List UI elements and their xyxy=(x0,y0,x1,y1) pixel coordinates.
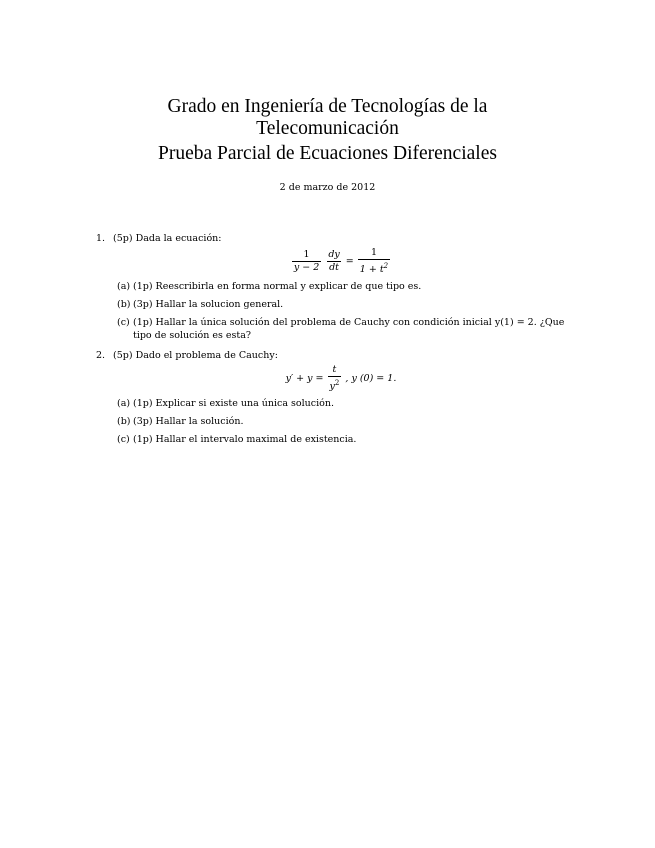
problem-1-intro xyxy=(96,232,586,245)
problem-2-part-b: (b) (3p) Hallar la solución. xyxy=(117,416,244,428)
problem-intro-text: (5p) Dado el problema de Cauchy: xyxy=(113,350,278,361)
problem-1-equation xyxy=(96,247,586,276)
problem-2-equation: y′ + y = $\frac{t}{y^2}$ , y (0) = 1. xyxy=(285,364,397,393)
problem-intro-text: (5p) Dada la ecuación: xyxy=(113,233,222,244)
problem-1-part-c: (c) (1p) Hallar la única solución del problema de Cauchy con condición inicial y(1) = 2. ¿Que tipo de solución es esta? xyxy=(117,317,565,342)
problem-1 xyxy=(96,232,586,347)
fraction-left: $\frac{1}{y - 2}$ xyxy=(293,249,320,274)
title-block xyxy=(0,96,655,165)
title-line-1: Grado en Ingeniería de Tecnologías de la xyxy=(167,96,488,117)
problem-number: 2. xyxy=(96,350,106,361)
exam-date: 2 de marzo de 2012 xyxy=(279,182,376,193)
fraction-derivative: $\frac{dy}{dt}$ xyxy=(328,249,340,274)
problem-1-part-a: (a) (1p) Reescribirla en forma normal y explicar de que tipo es. xyxy=(117,281,422,293)
problem-2-intro xyxy=(96,349,586,362)
problem-2-part-c: (c) (1p) Hallar el intervalo maximal de existencia. xyxy=(117,434,357,446)
problem-2-part-a: (a) (1p) Explicar si existe una única solución. xyxy=(117,398,335,410)
equals-sign: = xyxy=(345,256,354,268)
title-line-2: Telecomunicación xyxy=(256,118,399,139)
exam-title: Prueba Parcial de Ecuaciones Diferenciales xyxy=(158,143,497,164)
fraction-right: $\frac{1}{1 + t^2}$ xyxy=(359,247,389,276)
problem-2 xyxy=(96,349,586,451)
problem-1-part-b: (b) (3p) Hallar la solucion general. xyxy=(117,299,284,311)
problem-number: 1. xyxy=(96,233,106,244)
fraction-t-over-y2: $\frac{t}{y^2}$ xyxy=(329,364,340,393)
